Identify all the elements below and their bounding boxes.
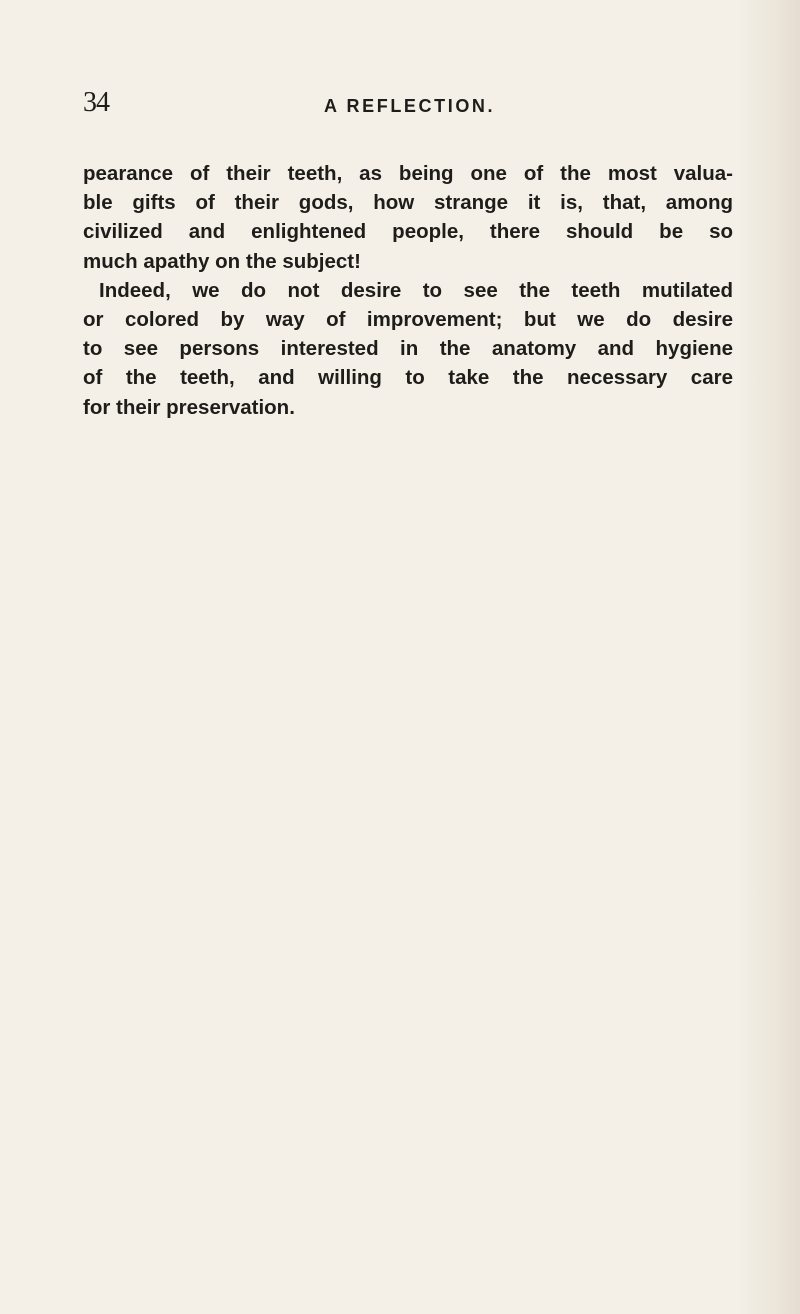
page-number: 34 [83,87,109,118]
text-line: for their preservation. [83,395,295,419]
body-text [83,159,733,422]
text-line: Indeed, we do not desire to see the teeth mutilated [99,278,733,302]
text-line: ble gifts of their gods, how strange it is, that, among [83,191,733,215]
text-line: to see persons interested in the anatomy and hygiene [83,337,733,361]
text-line: pearance of their teeth, as being one of the most valua- [83,162,733,185]
text-line: of the teeth, and willing to take the necessary care [83,366,733,390]
text-line: civilized and enlightened people, there should be so [83,220,733,244]
text-line: much apathy on the subject! [83,249,361,273]
text-line: or colored by way of improvement; but we do desire [83,307,733,331]
running-head: A REFLECTION. [324,96,496,116]
